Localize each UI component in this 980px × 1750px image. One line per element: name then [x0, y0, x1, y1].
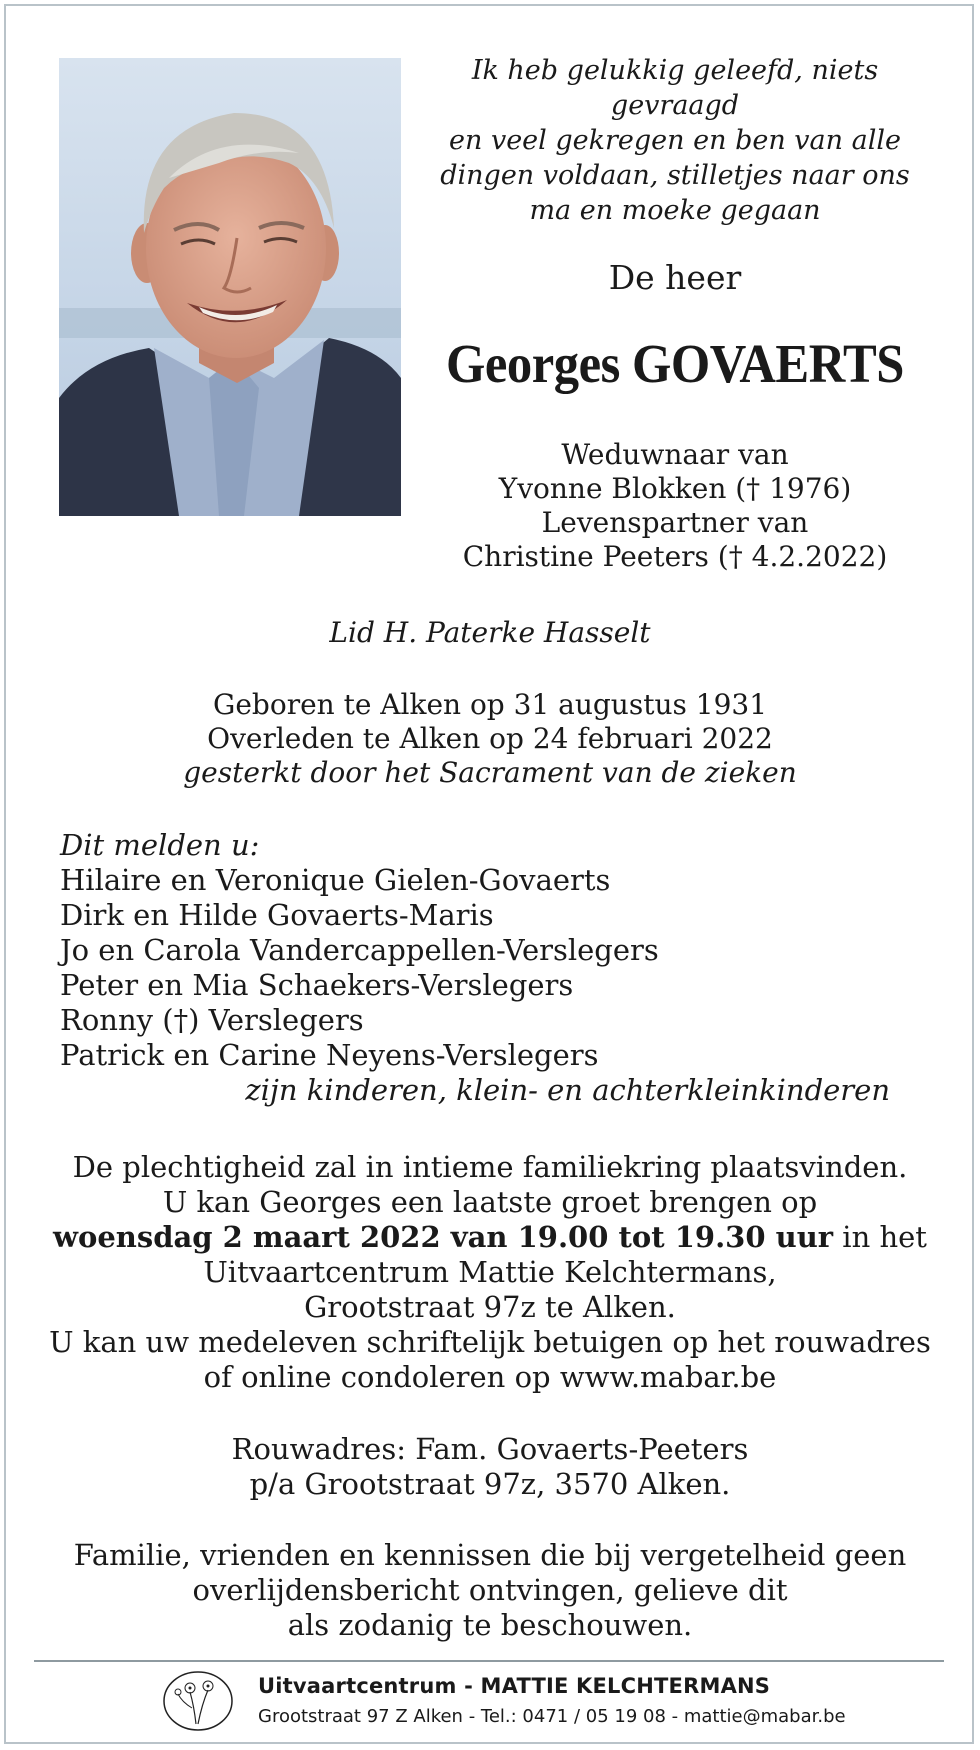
announcer-name: Peter en Mia Schaekers-Verslegers: [60, 968, 574, 1002]
death-line: Overleden te Alken op 24 februari 2022: [207, 722, 773, 755]
membership: Lid H. Paterke Hasselt: [329, 616, 651, 649]
ceremony-line: U kan uw medeleven schriftelijk betuigen op het rouwadres: [49, 1325, 931, 1359]
announcer-name: Patrick en Carine Neyens-Verslegers: [60, 1038, 599, 1072]
mourning-address: [40, 1432, 940, 1502]
ceremony-datetime-suffix: in het: [833, 1220, 927, 1254]
ceremony-line: Grootstraat 97z te Alken.: [304, 1290, 676, 1324]
notice-line: als zodanig te beschouwen.: [287, 1608, 693, 1642]
quote-line: ma en moeke gegaan: [529, 195, 821, 226]
ceremony-line: of online condoleren op www.mabar.be: [203, 1360, 777, 1394]
portrait-photo: [59, 58, 401, 516]
announcer-name: Ronny (†) Verslegers: [60, 1003, 364, 1037]
ceremony-line: De plechtigheid zal in intieme familiekring plaatsvinden.: [72, 1150, 908, 1184]
opening-quote: [410, 53, 940, 228]
funeral-home-name: Uitvaartcentrum - MATTIE KELCHTERMANS: [258, 1674, 771, 1698]
relation-line: Christine Peeters († 4.2.2022): [462, 540, 888, 573]
address-line: Rouwadres: Fam. Govaerts-Peeters: [231, 1432, 749, 1466]
ceremony-line: U kan Georges een laatste groet brengen op: [162, 1185, 818, 1219]
announcer-name: Dirk en Hilde Govaerts-Maris: [60, 898, 494, 932]
address-line: p/a Grootstraat 97z, 3570 Alken.: [249, 1467, 731, 1501]
announcer-name: Hilaire en Veronique Gielen-Govaerts: [60, 863, 611, 897]
relation-line: Weduwnaar van: [561, 438, 789, 471]
announcer-name: Jo en Carola Vandercappellen-Verslegers: [60, 933, 659, 967]
sacrament-line: gesterkt door het Sacrament van de zieken: [183, 756, 797, 789]
dates-block: [40, 688, 940, 790]
ceremony-datetime: woensdag 2 maart 2022 van 19.00 tot 19.30 uur: [53, 1220, 834, 1254]
ceremony-block: [40, 1150, 940, 1395]
announcers-closing: zijn kinderen, klein- en achterkleinkinderen: [245, 1073, 890, 1107]
closing-notice: [40, 1538, 940, 1643]
portrait-illustration: [59, 58, 401, 516]
salutation: De heer: [608, 258, 742, 297]
birth-line: Geboren te Alken op 31 augustus 1931: [212, 688, 768, 721]
relations-block: [410, 438, 940, 574]
ceremony-datetime-line: [40, 1220, 940, 1255]
funeral-home-contact: Grootstraat 97 Z Alken - Tel.: 0471 / 05 19 08 - mattie@mabar.be: [258, 1706, 846, 1727]
relation-line: Levenspartner van: [541, 506, 809, 539]
quote-line: en veel gekregen en ben van alle: [449, 125, 901, 156]
quote-line: dingen voldaan, stilletjes naar ons: [440, 160, 910, 191]
announcers-block: [60, 828, 930, 1108]
footer-divider: [34, 1660, 944, 1662]
relation-line: Yvonne Blokken († 1976): [498, 472, 852, 505]
announcers-intro: Dit melden u:: [60, 828, 260, 862]
notice-line: Familie, vrienden en kennissen die bij vergetelheid geen: [73, 1538, 907, 1572]
notice-line: overlijdensbericht ontvingen, gelieve dit: [192, 1573, 788, 1607]
deceased-name: Georges GOVAERTS: [445, 333, 904, 394]
ceremony-line: Uitvaartcentrum Mattie Kelchtermans,: [203, 1255, 777, 1289]
flower-sketch-logo: [156, 1666, 240, 1732]
quote-line: Ik heb gelukkig geleefd, niets gevraagd: [471, 55, 879, 121]
